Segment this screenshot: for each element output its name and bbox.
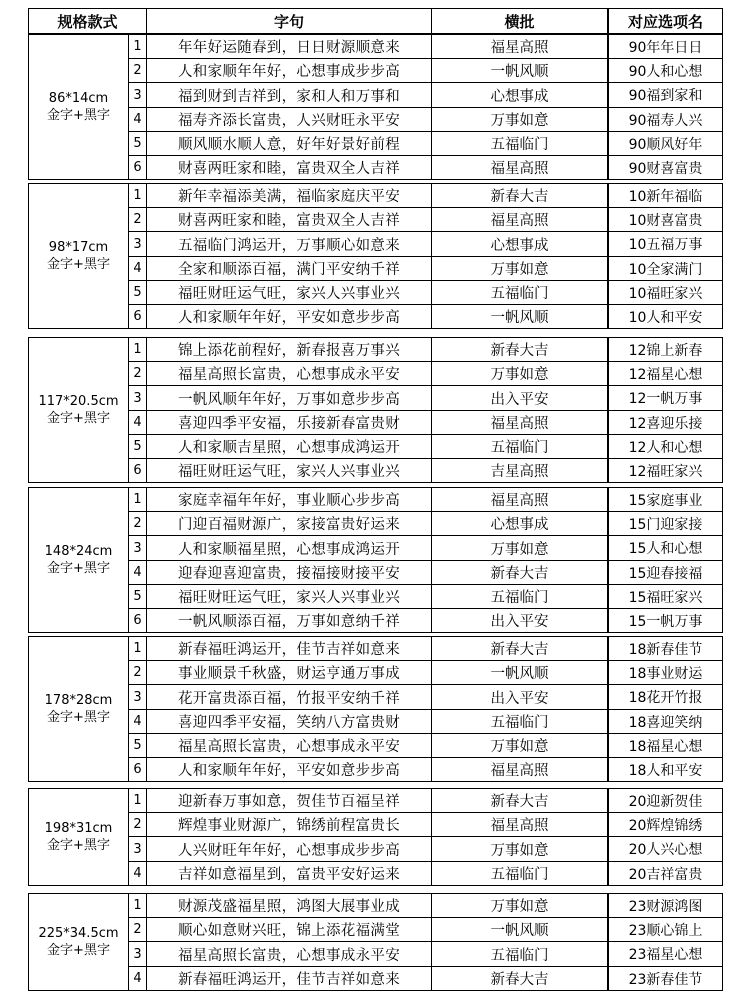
- couplet-text: 吉祥如意福星到，富贵平安好运来: [146, 861, 432, 886]
- option-name: 23福星心想: [608, 941, 723, 967]
- option-name: 12喜迎乐接: [608, 410, 723, 435]
- hengpi-text: 万事如意: [431, 535, 608, 561]
- option-name: 12一帆万事: [608, 385, 723, 411]
- hengpi-text: 万事如意: [431, 893, 608, 918]
- option-name: 12人和心想: [608, 434, 723, 459]
- hengpi-text: 新春大吉: [431, 966, 608, 991]
- hengpi-text: 新春大吉: [431, 183, 608, 208]
- couplet-text: 新春福旺鸿运开，佳节吉祥如意来: [146, 636, 432, 661]
- couplet-text: 福星高照长富贵，心想事成永平安: [146, 733, 432, 758]
- couplet-text: 福星高照长富贵，心想事成永平安: [146, 941, 432, 967]
- option-name: 15家庭事业: [608, 487, 723, 512]
- size-group: [0, 183, 750, 328]
- couplet-text: 辉煌事业财源广，锦绣前程富贵长: [146, 812, 432, 837]
- option-name: 15迎春接福: [608, 560, 723, 585]
- row-number: 5: [128, 434, 147, 459]
- hengpi-text: 新春大吉: [431, 636, 608, 661]
- size-group: [0, 337, 750, 482]
- option-name: 90人和心想: [608, 58, 723, 83]
- option-name: 10人和平安: [608, 304, 723, 329]
- hengpi-text: 万事如意: [431, 733, 608, 758]
- row-number: 1: [128, 788, 147, 813]
- couplet-text: 人和家顺年年好，平安如意步步高: [146, 304, 432, 329]
- row-number: 1: [128, 183, 147, 208]
- size-group: [0, 893, 750, 990]
- row-number: 4: [128, 107, 147, 132]
- hengpi-text: 福星高照: [431, 487, 608, 512]
- option-name: 18人和平安: [608, 757, 723, 782]
- option-name: 18福星心想: [608, 733, 723, 758]
- row-number: 5: [128, 584, 147, 609]
- row-number: 5: [128, 733, 147, 758]
- hengpi-text: 新春大吉: [431, 560, 608, 585]
- spec-cell: [28, 636, 129, 782]
- option-name: 12锦上新春: [608, 337, 723, 362]
- option-name: 15一帆万事: [608, 608, 723, 633]
- row-number: 2: [128, 58, 147, 83]
- couplet-text: 人和家顺福星照，心想事成鸿运开: [146, 535, 432, 561]
- spec-size: 86*14cm: [48, 91, 109, 106]
- spec-size: 178*28cm: [44, 693, 113, 708]
- row-number: 1: [128, 636, 147, 661]
- hengpi-text: 五福临门: [431, 941, 608, 967]
- couplet-text: 人兴财旺年年好，心想事成步步高: [146, 836, 432, 862]
- row-number: 4: [128, 410, 147, 435]
- couplet-text: 福寿齐添长富贵，人兴财旺永平安: [146, 107, 432, 132]
- row-number: 6: [128, 757, 147, 782]
- spec-cell: [28, 893, 129, 991]
- option-name: 23财源鸿图: [608, 893, 723, 918]
- couplet-text: 锦上添花前程好，新春报喜万事兴: [146, 337, 432, 362]
- option-name: 10新年福临: [608, 183, 723, 208]
- option-name: 20吉祥富贵: [608, 861, 723, 886]
- hengpi-text: 一帆风顺: [431, 304, 608, 329]
- couplet-text: 喜迎四季平安福，笑纳八方富贵财: [146, 709, 432, 734]
- hengpi-text: 福星高照: [431, 410, 608, 435]
- row-number: 2: [128, 207, 147, 232]
- couplet-text: 福到财到吉祥到，家和人和万事和: [146, 82, 432, 108]
- spec-style: 金字+黑字: [47, 108, 110, 123]
- hengpi-text: 心想事成: [431, 231, 608, 257]
- row-number: 3: [128, 535, 147, 561]
- hengpi-text: 五福临门: [431, 280, 608, 305]
- hengpi-text: 出入平安: [431, 684, 608, 710]
- size-group: [0, 487, 750, 632]
- hengpi-text: 心想事成: [431, 82, 608, 108]
- option-name: 90福到家和: [608, 82, 723, 108]
- couplet-text: 全家和顺添百福，满门平安纳千祥: [146, 256, 432, 281]
- spec-cell: [28, 34, 129, 180]
- row-number: 5: [128, 131, 147, 156]
- row-number: 6: [128, 458, 147, 483]
- spec-style: 金字+黑字: [47, 257, 110, 272]
- hengpi-text: 福星高照: [431, 812, 608, 837]
- hengpi-text: 五福临门: [431, 131, 608, 156]
- couplet-text: 人和家顺吉星照，心想事成鸿运开: [146, 434, 432, 459]
- hengpi-text: 万事如意: [431, 256, 608, 281]
- option-name: 90顺风好年: [608, 131, 723, 156]
- couplet-text: 迎春迎喜迎富贵，接福接财接平安: [146, 560, 432, 585]
- couplet-text: 顺心如意财兴旺，锦上添花福满堂: [146, 917, 432, 942]
- couplet-text: 财喜两旺家和睦，富贵双全人吉祥: [146, 155, 432, 180]
- spec-size: 117*20.5cm: [38, 394, 119, 409]
- spec-style: 金字+黑字: [47, 943, 110, 958]
- size-group: [0, 788, 750, 885]
- row-number: 1: [128, 34, 147, 59]
- couplet-text: 福旺财旺运气旺，家兴人兴事业兴: [146, 458, 432, 483]
- row-number: 3: [128, 82, 147, 108]
- spec-size: 148*24cm: [44, 544, 113, 559]
- option-name: 15门迎家接: [608, 511, 723, 536]
- couplet-text: 福旺财旺运气旺，家兴人兴事业兴: [146, 280, 432, 305]
- couplet-text: 财源茂盛福星照，鸿图大展事业成: [146, 893, 432, 918]
- hengpi-text: 万事如意: [431, 107, 608, 132]
- hengpi-text: 福星高照: [431, 34, 608, 59]
- couplet-text: 门迎百福财源广，家接富贵好运来: [146, 511, 432, 536]
- row-number: 3: [128, 231, 147, 257]
- hengpi-text: 一帆风顺: [431, 58, 608, 83]
- couplet-text: 喜迎四季平安福，乐接新春富贵财: [146, 410, 432, 435]
- row-number: 6: [128, 608, 147, 633]
- option-name: 18新春佳节: [608, 636, 723, 661]
- hengpi-text: 出入平安: [431, 608, 608, 633]
- hengpi-text: 心想事成: [431, 511, 608, 536]
- hengpi-text: 万事如意: [431, 836, 608, 862]
- option-name: 23顺心锦上: [608, 917, 723, 942]
- option-name: 15福旺家兴: [608, 584, 723, 609]
- couplet-text: 福旺财旺运气旺，家兴人兴事业兴: [146, 584, 432, 609]
- option-name: 90年年日日: [608, 34, 723, 59]
- row-number: 2: [128, 660, 147, 685]
- spec-cell: [28, 337, 129, 483]
- spec-cell: [28, 788, 129, 886]
- option-name: 10五福万事: [608, 231, 723, 257]
- row-number: 6: [128, 155, 147, 180]
- row-number: 1: [128, 337, 147, 362]
- couplet-text: 一帆风顺年年好，万事如意步步高: [146, 385, 432, 411]
- spec-style: 金字+黑字: [47, 561, 110, 576]
- spec-size: 198*31cm: [44, 821, 113, 836]
- couplet-text: 花开富贵添百福，竹报平安纳千祥: [146, 684, 432, 710]
- option-name: 18喜迎笑纳: [608, 709, 723, 734]
- hengpi-text: 福星高照: [431, 757, 608, 782]
- couplet-text: 一帆风顺添百福，万事如意纳千祥: [146, 608, 432, 633]
- option-name: 90财喜富贵: [608, 155, 723, 180]
- header-option: 对应选项名: [608, 8, 723, 34]
- spec-style: 金字+黑字: [47, 710, 110, 725]
- row-number: 3: [128, 836, 147, 862]
- option-name: 20辉煌锦绣: [608, 812, 723, 837]
- couplet-text: 人和家顺年年好，平安如意步步高: [146, 757, 432, 782]
- hengpi-text: 吉星高照: [431, 458, 608, 483]
- size-group: [0, 34, 750, 179]
- row-number: 4: [128, 256, 147, 281]
- option-name: 18事业财运: [608, 660, 723, 685]
- hengpi-text: 福星高照: [431, 207, 608, 232]
- hengpi-text: 五福临门: [431, 861, 608, 886]
- row-number: 4: [128, 966, 147, 991]
- hengpi-text: 新春大吉: [431, 337, 608, 362]
- hengpi-text: 一帆风顺: [431, 660, 608, 685]
- hengpi-text: 福星高照: [431, 155, 608, 180]
- row-number: 1: [128, 893, 147, 918]
- option-name: 10财喜富贵: [608, 207, 723, 232]
- spec-style: 金字+黑字: [47, 411, 110, 426]
- spec-size: 225*34.5cm: [38, 926, 119, 941]
- couplet-text: 人和家顺年年好，心想事成步步高: [146, 58, 432, 83]
- couplet-text: 五福临门鸿运开，万事顺心如意来: [146, 231, 432, 257]
- option-name: 10福旺家兴: [608, 280, 723, 305]
- option-name: 18花开竹报: [608, 684, 723, 710]
- spec-size: 98*17cm: [48, 240, 109, 255]
- hengpi-text: 五福临门: [431, 584, 608, 609]
- couplet-text: 家庭幸福年年好，事业顺心步步高: [146, 487, 432, 512]
- row-number: 5: [128, 280, 147, 305]
- row-number: 3: [128, 385, 147, 411]
- row-number: 2: [128, 812, 147, 837]
- couplet-text: 财喜两旺家和睦，富贵双全人吉祥: [146, 207, 432, 232]
- hengpi-text: 五福临门: [431, 709, 608, 734]
- option-name: 12福星心想: [608, 361, 723, 386]
- couplet-text: 迎新春万事如意，贺佳节百福呈祥: [146, 788, 432, 813]
- hengpi-text: 出入平安: [431, 385, 608, 411]
- table-header: [0, 8, 750, 34]
- row-number: 2: [128, 917, 147, 942]
- option-name: 20迎新贺佳: [608, 788, 723, 813]
- hengpi-text: 五福临门: [431, 434, 608, 459]
- spec-style: 金字+黑字: [47, 838, 110, 853]
- header-text: 字句: [146, 8, 432, 34]
- hengpi-text: 一帆风顺: [431, 917, 608, 942]
- option-name: 12福旺家兴: [608, 458, 723, 483]
- option-name: 20人兴心想: [608, 836, 723, 862]
- couplet-text: 新春福旺鸿运开，佳节吉祥如意来: [146, 966, 432, 991]
- header-hengpi: 横批: [431, 8, 608, 34]
- row-number: 3: [128, 941, 147, 967]
- hengpi-text: 新春大吉: [431, 788, 608, 813]
- spec-cell: [28, 487, 129, 633]
- spec-cell: [28, 183, 129, 329]
- couplet-text: 年年好运随春到，日日财源顺意来: [146, 34, 432, 59]
- row-number: 4: [128, 560, 147, 585]
- couplet-text: 新年幸福添美满，福临家庭庆平安: [146, 183, 432, 208]
- row-number: 3: [128, 684, 147, 710]
- couplet-text: 福星高照长富贵，心想事成永平安: [146, 361, 432, 386]
- option-name: 15人和心想: [608, 535, 723, 561]
- couplet-text: 顺风顺水顺人意，好年好景好前程: [146, 131, 432, 156]
- header-spec: 规格款式: [28, 8, 147, 34]
- hengpi-text: 万事如意: [431, 361, 608, 386]
- option-name: 90福寿人兴: [608, 107, 723, 132]
- row-number: 1: [128, 487, 147, 512]
- size-group: [0, 636, 750, 781]
- row-number: 2: [128, 361, 147, 386]
- option-name: 10全家满门: [608, 256, 723, 281]
- row-number: 4: [128, 861, 147, 886]
- option-name: 23新春佳节: [608, 966, 723, 991]
- couplet-text: 事业顺景千秋盛，财运亨通万事成: [146, 660, 432, 685]
- row-number: 4: [128, 709, 147, 734]
- row-number: 2: [128, 511, 147, 536]
- row-number: 6: [128, 304, 147, 329]
